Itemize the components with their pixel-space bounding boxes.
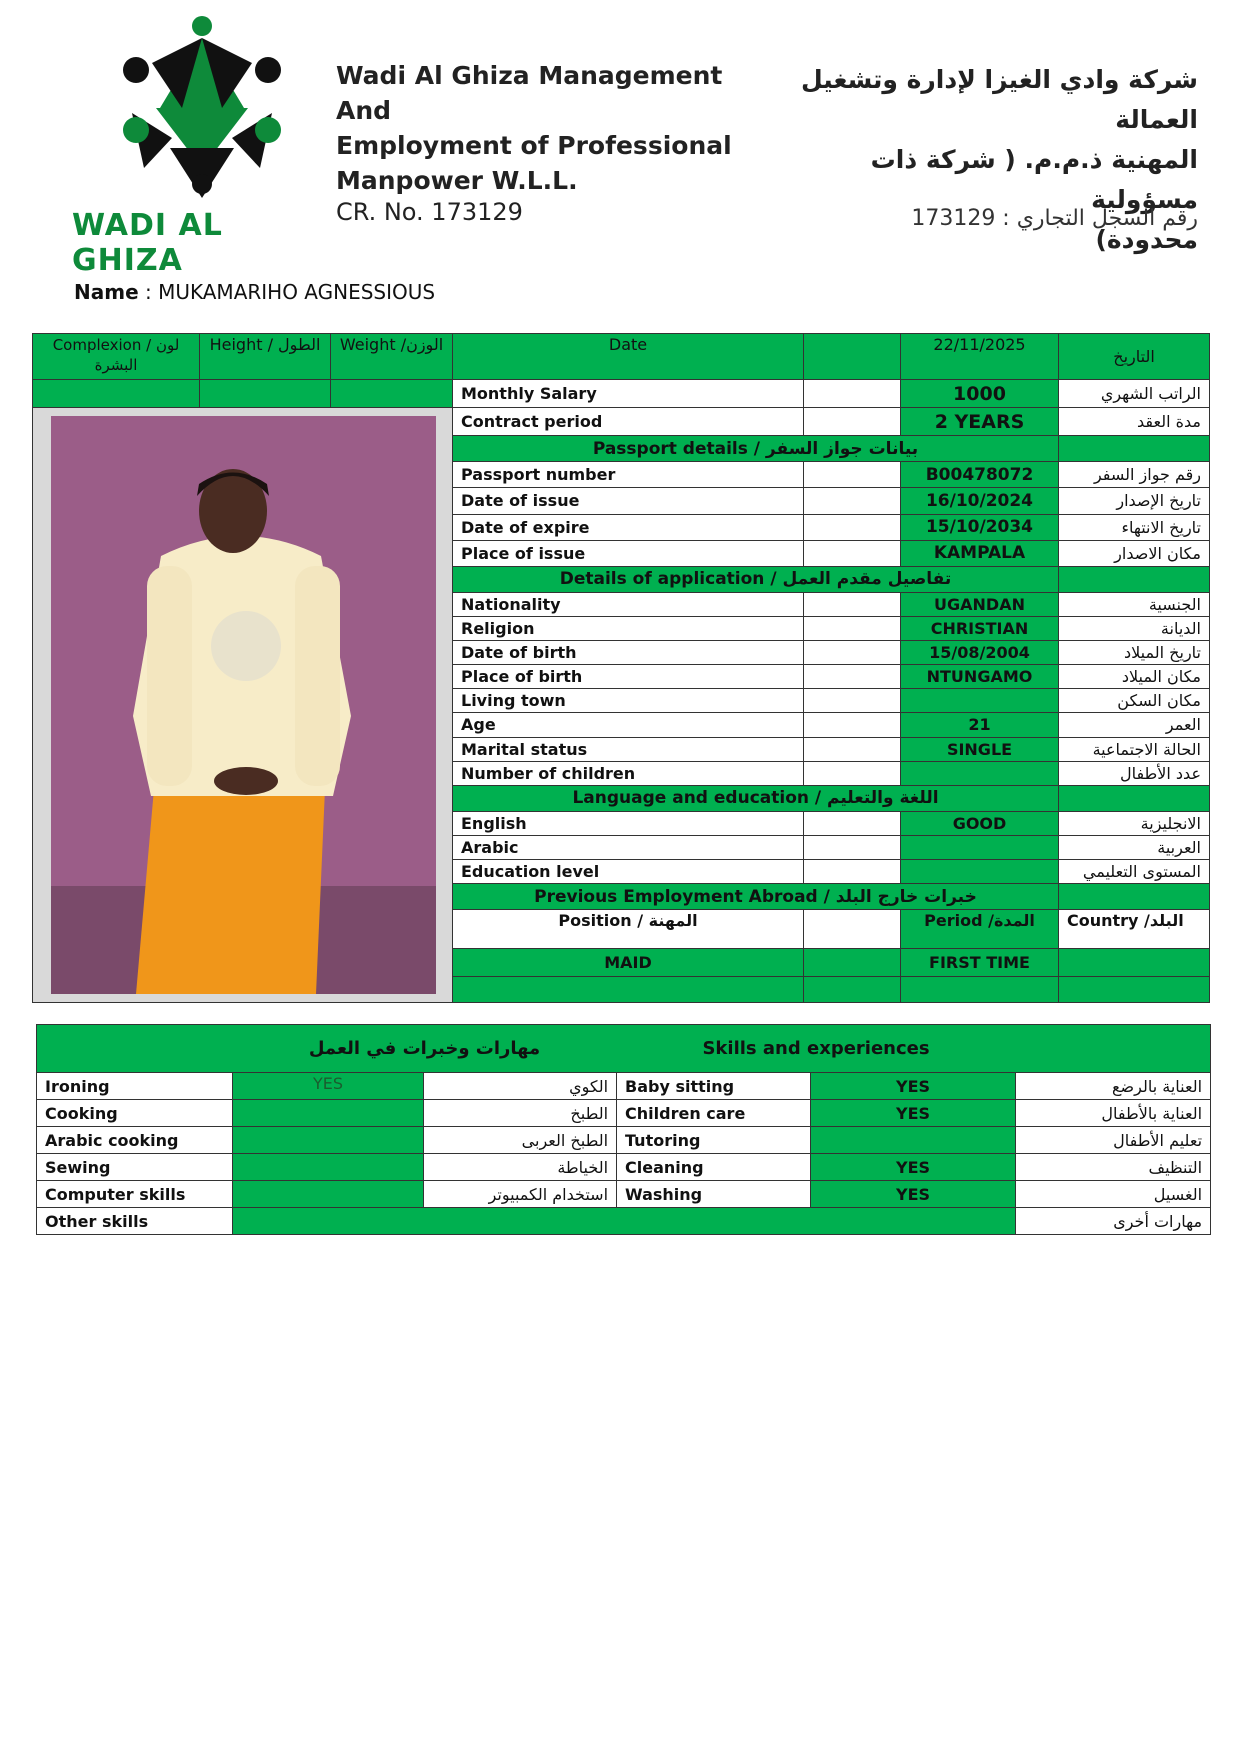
nationality-value: UGANDAN [901,592,1059,616]
arabic-value [901,836,1059,860]
place-of-issue-label: Place of issue [453,540,804,566]
date-label-ar: التاريخ [1059,334,1210,380]
salary-label: Monthly Salary [453,380,804,408]
table-cell: مكان السكن [1059,689,1210,713]
skill-computer: Computer skills [37,1181,233,1208]
person-photo-icon [51,416,436,994]
name-label: Name [74,280,139,304]
table-cell [804,811,901,835]
weight-value [331,380,453,408]
dob-value: 15/08/2004 [901,641,1059,665]
employment-section-title: Previous Employment Abroad / خبرات خارج البلد [453,884,1059,910]
country-label: Country /البلد [1059,910,1210,948]
skill-cleaning: Cleaning [617,1154,811,1181]
living-town-value [901,689,1059,713]
issue-date-value: 16/10/2024 [901,488,1059,514]
table-cell: الطبخ [424,1100,617,1127]
table-cell [804,689,901,713]
skill-tutoring-value [811,1127,1016,1154]
passport-number-value: B00478072 [901,462,1059,488]
table-cell: العناية بالرضع [1016,1073,1211,1100]
contract-label: Contract period [453,408,804,436]
table-cell [804,408,901,436]
skills-table [36,1024,1211,1235]
table-cell [804,713,901,737]
pob-value: NTUNGAMO [901,665,1059,689]
children-value [901,761,1059,785]
table-cell [804,665,901,689]
table-cell [804,860,901,884]
marital-status-label: Marital status [453,737,804,761]
table-cell [453,976,804,1002]
table-cell [804,976,901,1002]
table-cell: تعليم الأطفال [1016,1127,1211,1154]
table-cell [804,761,901,785]
table-cell [804,540,901,566]
table-cell: العربية [1059,836,1210,860]
table-cell [804,836,901,860]
nationality-label: Nationality [453,592,804,616]
skills-title-ar: مهارات وخبرات في العمل [233,1025,617,1073]
position-value: MAID [453,948,804,976]
skill-arabic-cooking-value [233,1127,424,1154]
passport-number-label: Passport number [453,462,804,488]
complexion-header: Complexion / لون البشرة [33,334,200,380]
table-cell: مكان الميلاد [1059,665,1210,689]
weight-header: Weight /الوزن [331,334,453,380]
contract-value: 2 YEARS [901,408,1059,436]
height-header: Height / الطول [200,334,331,380]
religion-label: Religion [453,617,804,641]
logo-wordmark: WADI AL GHIZA [72,208,223,278]
applicant-details-table [32,333,1210,1003]
table-cell: العناية بالأطفال [1016,1100,1211,1127]
table-cell [804,488,901,514]
pob-label: Place of birth [453,665,804,689]
salary-value: 1000 [901,380,1059,408]
skill-children-care: Children care [617,1100,811,1127]
table-cell: الخياطة [424,1154,617,1181]
cr-number-ar: رقم السجل التجاري : 173129 [911,206,1198,231]
passport-section-title: Passport details / بيانات جواز السفر [453,436,1059,462]
table-cell [804,334,901,380]
age-value: 21 [901,713,1059,737]
table-cell [901,976,1059,1002]
table-cell: مكان الاصدار [1059,540,1210,566]
cr-number-en: CR. No. 173129 [336,198,523,226]
complexion-value [33,380,200,408]
children-label: Number of children [453,761,804,785]
skill-children-care-value: YES [811,1100,1016,1127]
skill-washing: Washing [617,1181,811,1208]
table-cell [804,380,901,408]
skill-washing-value: YES [811,1181,1016,1208]
age-label: Age [453,713,804,737]
table-cell: رقم جواز السفر [1059,462,1210,488]
table-cell [1016,1025,1211,1073]
skill-baby-sitting-value: YES [811,1073,1016,1100]
period-value: FIRST TIME [901,948,1059,976]
issue-date-label: Date of issue [453,488,804,514]
table-cell [804,948,901,976]
photo-cell [33,408,453,1003]
period-label: Period /المدة [901,910,1059,948]
skill-cooking-value [233,1100,424,1127]
height-value [200,380,331,408]
table-cell [804,592,901,616]
skills-title-en: Skills and experiences [617,1025,1016,1073]
skill-ironing-value: YES [233,1073,424,1100]
expire-date-label: Date of expire [453,514,804,540]
table-cell: عدد الأطفال [1059,761,1210,785]
table-cell: الجنسية [1059,592,1210,616]
skill-other: Other skills [37,1208,233,1235]
education-label: Education level [453,860,804,884]
skill-cleaning-value: YES [811,1154,1016,1181]
salary-label-ar: الراتب الشهري [1059,380,1210,408]
language-section-title: Language and education / اللغة والتعليم [453,785,1059,811]
table-cell: استخدام الكمبيوتر [424,1181,617,1208]
place-of-issue-value: KAMPALA [901,540,1059,566]
table-cell: المستوى التعليمي [1059,860,1210,884]
country-value [1059,948,1210,976]
skill-computer-value [233,1181,424,1208]
skill-arabic-cooking: Arabic cooking [37,1127,233,1154]
table-cell [804,617,901,641]
table-cell: الحالة الاجتماعية [1059,737,1210,761]
table-cell: العمر [1059,713,1210,737]
religion-value: CHRISTIAN [901,617,1059,641]
name-value: MUKAMARIHO AGNESSIOUS [158,280,436,304]
table-cell [37,1025,233,1073]
english-value: GOOD [901,811,1059,835]
table-cell [804,641,901,665]
dob-label: Date of birth [453,641,804,665]
table-cell [1059,976,1210,1002]
table-cell [1059,884,1210,910]
skill-baby-sitting: Baby sitting [617,1073,811,1100]
table-cell: الانجليزية [1059,811,1210,835]
table-cell: الغسيل [1016,1181,1211,1208]
table-cell [1059,785,1210,811]
skill-sewing-value [233,1154,424,1181]
table-cell [804,910,901,948]
position-label: Position / المهنة [453,910,804,948]
living-town-label: Living town [453,689,804,713]
marital-status-value: SINGLE [901,737,1059,761]
english-label: English [453,811,804,835]
expire-date-value: 15/10/2034 [901,514,1059,540]
contract-label-ar: مدة العقد [1059,408,1210,436]
skill-cooking: Cooking [37,1100,233,1127]
table-cell [804,514,901,540]
table-cell: تاريخ الميلاد [1059,641,1210,665]
company-name-ar: شركة وادي الغيزا لإدارة وتشغيل العمالة المهنية ذ.م.م. ( شركة ذات مسؤولية محدودة) [800,65,1198,254]
table-cell [804,737,901,761]
letterhead [62,8,1202,278]
skill-sewing: Sewing [37,1154,233,1181]
date-value: 22/11/2025 [901,334,1059,380]
skill-ironing: Ironing [37,1073,233,1100]
education-value [901,860,1059,884]
arabic-label: Arabic [453,836,804,860]
table-cell: تاريخ الإصدار [1059,488,1210,514]
table-cell [1059,436,1210,462]
table-cell [804,462,901,488]
table-cell: التنظيف [1016,1154,1211,1181]
table-cell: مهارات أخرى [1016,1208,1211,1235]
skill-other-value [233,1208,1016,1235]
applicant-photo [51,416,436,994]
application-section-title: Details of application / تفاصيل مقدم العمل [453,566,1059,592]
date-label: Date [453,334,804,380]
table-cell [1059,566,1210,592]
applicant-name: Name : MUKAMARIHO AGNESSIOUS [74,280,436,304]
skill-tutoring: Tutoring [617,1127,811,1154]
table-cell: تاريخ الانتهاء [1059,514,1210,540]
table-cell: الكوي [424,1073,617,1100]
table-cell: الطبخ العربى [424,1127,617,1154]
table-cell: الديانة [1059,617,1210,641]
company-name-en: Wadi Al Ghiza Management And Employment of Professional Manpower W.L.L. [336,61,732,195]
